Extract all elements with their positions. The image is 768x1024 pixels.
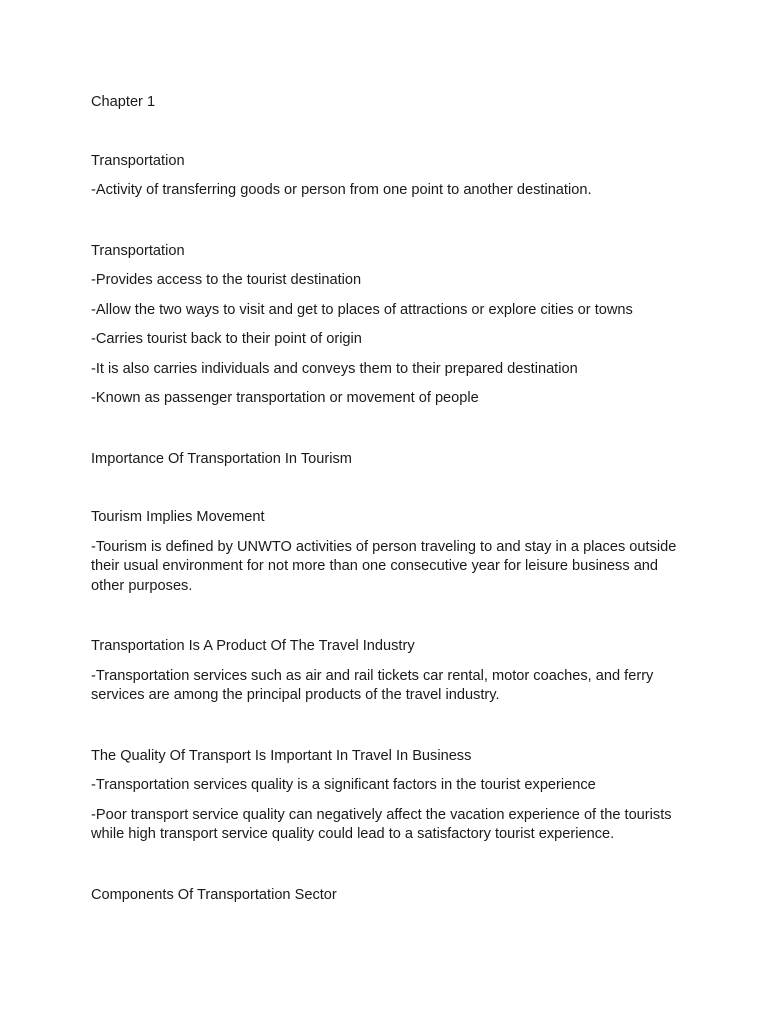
- chapter-title: Chapter 1: [91, 94, 156, 110]
- section-tourism-movement: [91, 508, 691, 596]
- section-heading: The Quality Of Transport Is Important In Travel In Business: [91, 747, 472, 764]
- section-item: -Transportation services such as air and rail tickets car rental, motor coaches, and ferry services are among the principal products of the travel industry.: [91, 667, 654, 703]
- section-item: -Known as passenger transportation or movement of people: [91, 390, 479, 406]
- section-heading: Importance Of Transportation In Tourism: [91, 450, 352, 467]
- section-item: -Poor transport service quality can negatively affect the vacation experience of the tourists while high transport service quality could lead to a satisfactory tourist experience.: [91, 806, 672, 842]
- section-item: -Tourism is defined by UNWTO activities of person traveling to and stay in a places outside their usual environment for not more than one consecutive year for leisure business and other purposes.: [91, 538, 677, 594]
- section-heading: Tourism Implies Movement: [91, 509, 265, 525]
- section-importance: [91, 450, 691, 470]
- section-item: -Carries tourist back to their point of origin: [91, 331, 362, 347]
- section-components: [91, 886, 691, 906]
- section-item: -Activity of transferring goods or person from one point to another destination.: [91, 182, 592, 198]
- section-travel-product: [91, 637, 691, 706]
- section-heading: Transportation Is A Product Of The Travel Industry: [91, 638, 415, 654]
- section-heading: Transportation: [91, 152, 185, 169]
- document-page: [91, 93, 691, 905]
- section-heading: Components Of Transportation Sector: [91, 886, 337, 903]
- section-heading: Transportation: [91, 242, 185, 259]
- section-transportation-roles: [91, 242, 691, 409]
- section-transportation-definition: [91, 152, 691, 201]
- section-item: -Transportation services quality is a significant factors in the tourist experience: [91, 777, 596, 793]
- section-transport-quality: [91, 747, 691, 845]
- section-item: -Allow the two ways to visit and get to places of attractions or explore cities or towns: [91, 301, 633, 318]
- section-item: -It is also carries individuals and conveys them to their prepared destination: [91, 360, 578, 377]
- section-item: -Provides access to the tourist destination: [91, 272, 362, 288]
